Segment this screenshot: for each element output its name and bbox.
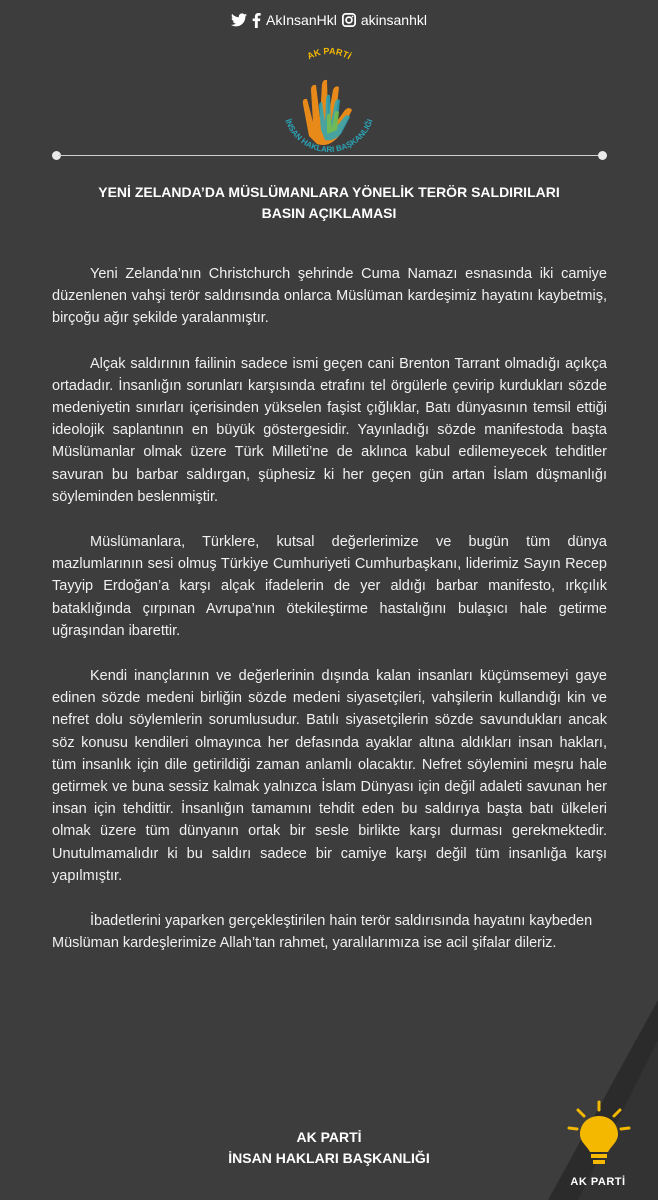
corner-decoration [508,1000,658,1200]
twitter-icon[interactable] [231,13,247,27]
title-line-2: BASIN AÇIKLAMASI [261,205,397,221]
page-title [0,182,658,224]
paragraph-2: Alçak saldırının failinin sadece ismi geçen cani Brenton Tarrant olmadığı açıkça ortadadır. İnsanlığın sorunları karşısında etrafını tel örgülerle çevirip kurdukları sözde medeniyetin sınırları içerisinden yükselen faşist çığlıklar, Batı dünyasının temsil ettiği ideolojik saplantının en büyük göstergesidir. Yayınladığı sözde manifestoda başta Müslümanlar olmak üzere Türk Milleti’ne de aklınca kabul edilemeyecek tehditler savuran bu barbar saldırgan, şüphesiz ki her geçen gün artan İslam düşmanlığı söyleminden beslenmiştir. [52,355,607,505]
ak-parti-bulb-icon [566,1100,632,1170]
paragraph-4: Kendi inançlarının ve değerlerinin dışında kalan insanları küçümsemeyi gaye edinen sözde medeni birliğin sözde medeni siyasetçileri, vahşilerin kullandığı kin ve nefret dolu söylemlerin sorumlusudur. Batılı siyasetçilerin sözde savundukları ancak söz konusu kendileri olmayınca her defasında ayaklar altına aldıkları insan hakları, tüm insanlık için dile getirildiği zaman anlamlı olacaktır. Nefret söylemini meşru hale getirmek ve buna sessiz kalmak yalnızca İslam Dünyası için değil adaleti savunan her insan için tehdittir. İnsanlığın tamamını tehdit eden bu saldırıya başta batı ülkeleri olmak üzere tüm dünyanın ortak bir sesle birlikte karşı durması gerekmektedir. Unutulmamalıdır ki bu saldırı sadece bir camiye karşı değil tüm insanlığa karşı yapılmıştır. [52,668,607,884]
handle-secondary[interactable]: akinsanhkl [360,12,427,28]
signature-line-2: İNSAN HAKLARI BAŞKANLIĞI [228,1150,430,1166]
instagram-icon[interactable] [342,13,356,27]
social-handles [0,12,658,28]
insan-haklari-logo [269,44,389,164]
title-line-1: YENİ ZELANDA’DA MÜSLÜMANLARA YÖNELİK TERÖR SALDIRILARI [98,184,560,200]
logo-ring-text: İNSAN HAKLARI BAŞKANLIĞI [283,117,375,155]
paragraph-1: Yeni Zelanda’nın Christchurch şehrinde Cuma Namazı esnasında iki camiye düzenlenen vahşi terör saldırısında onlarca Müslüman kardeşimiz hayatını kaybetmiş, birçoğu ağır şekilde yaralanmıştır. [52,266,607,327]
facebook-icon[interactable] [252,13,261,28]
handprint-icon [303,80,352,145]
logo-top-text: AK PARTİ [305,45,353,62]
paragraph-5: İbadetlerini yaparken gerçekleştirilen hain terör saldırısında hayatını kaybeden Müslüman kardeşlerimize Allah’tan rahmet, yaralılarımıza ise acil şifalar dileriz. [52,913,593,952]
corner-logo-text: AK PARTİ [570,1176,626,1188]
press-release-body [52,263,607,977]
svg-text:AK PARTİ [305,46,352,61]
header-divider [52,155,607,157]
signature-line-1: AK PARTİ [296,1129,362,1145]
handle-primary[interactable]: AkInsanHkl [266,12,337,28]
paragraph-3: Müslümanlara, Türklere, kutsal değerlerimize ve bugün tüm dünya mazlumlarının sesi olmuş Türkiye Cumhuriyeti Cumhurbaşkanı, liderimiz Sayın Recep Tayyip Erdoğan’a karşı alçak ifadelerin de yer aldığı barbar manifesto, ırkçılık bataklığında çırpınan Avrupa’nın ötekileştirme hastalığını bulaşıcı hale getirme uğraşından ibarettir. [52,534,607,639]
